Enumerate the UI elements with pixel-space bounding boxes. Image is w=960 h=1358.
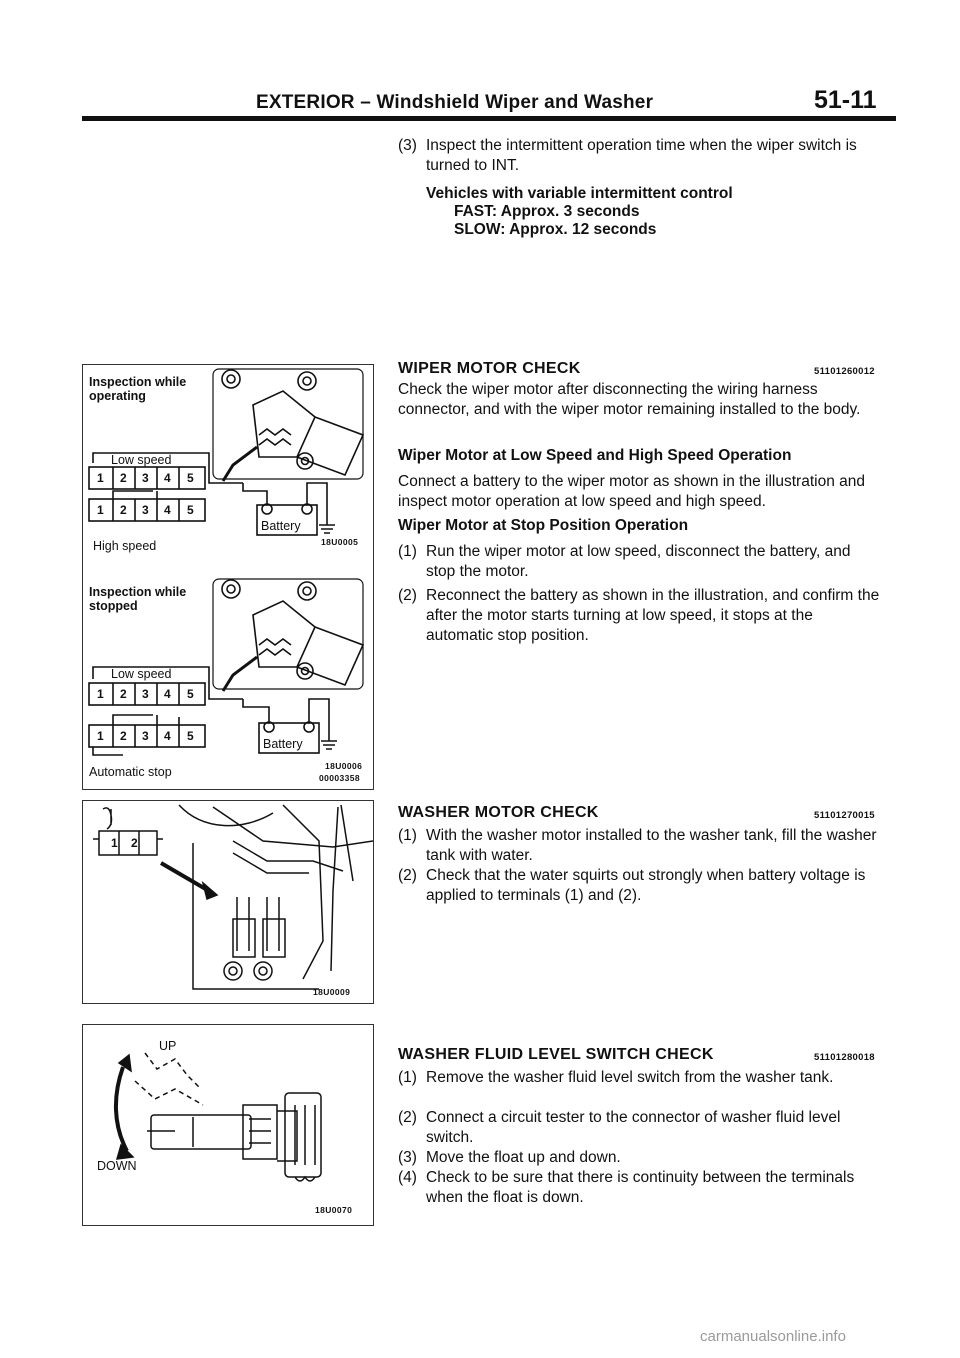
terminal-4: 4 — [164, 471, 171, 485]
step-number: (3) — [398, 1149, 417, 1166]
terminal-4: 4 — [164, 687, 171, 701]
fig1-top-title: Inspection while operating — [89, 375, 187, 403]
fluid-step-4 — [398, 1168, 884, 1208]
step-text: Run the wiper motor at low speed, disconnect the battery, and stop the motor. — [426, 543, 851, 580]
wiper-sub1-heading: Wiper Motor at Low Speed and High Speed Operation — [398, 447, 792, 464]
intro-item-3 — [398, 136, 884, 176]
step-number: (1) — [398, 543, 417, 560]
terminal-4: 4 — [164, 729, 171, 743]
terminal-1: 1 — [97, 471, 104, 485]
fig1-top-code: 18U0005 — [321, 537, 359, 547]
step-text: Check to be sure that there is continuity between the terminals when the float is down. — [426, 1169, 855, 1206]
item-text: Inspect the intermittent operation time when the wiper switch is turned to INT. — [426, 137, 857, 174]
washer-terminal-2: 2 — [131, 836, 138, 850]
step-number: (4) — [398, 1169, 417, 1186]
fig2-code: 18U0009 — [313, 987, 351, 997]
wiper-motor-intro: Check the wiper motor after disconnecting the wiring harness connector, and with the wiper motor remaining installed to the body. — [398, 381, 861, 418]
step-number: (2) — [398, 1109, 417, 1126]
fig3-up-label: UP — [159, 1039, 177, 1053]
step-text: Remove the washer fluid level switch from the washer tank. — [426, 1069, 834, 1086]
fig1-bottom-code2: 00003358 — [319, 773, 361, 783]
fig1-bottom-battery: Battery — [263, 737, 303, 751]
fig1-bottom-code: 18U0006 — [325, 761, 363, 771]
fig1-top-low: Low speed — [111, 453, 172, 467]
washer-terminal-1: 1 — [111, 836, 118, 850]
terminal-1: 1 — [97, 503, 104, 517]
terminal-2: 2 — [120, 503, 127, 517]
terminal-3: 3 — [142, 729, 149, 743]
washer-fluid-code: 51101280018 — [814, 1052, 875, 1063]
terminal-5: 5 — [187, 503, 194, 517]
terminal-2: 2 — [120, 729, 127, 743]
terminal-2: 2 — [120, 687, 127, 701]
wiper-step-1 — [398, 542, 884, 582]
watermark: carmanualsonline.info — [700, 1328, 846, 1345]
fig1-bottom-title: Inspection while stopped — [89, 585, 187, 613]
terminal-1: 1 — [97, 729, 104, 743]
wiper-sub1-text: Connect a battery to the wiper motor as shown in the illustration and inspect motor operation at low speed and high speed. — [398, 473, 865, 510]
fig1-top-high: High speed — [93, 539, 157, 553]
fast-line: FAST: Approx. 3 seconds — [454, 203, 640, 220]
terminal-4: 4 — [164, 503, 171, 517]
step-number: (1) — [398, 827, 417, 844]
washer-fluid-heading: WASHER FLUID LEVEL SWITCH CHECK — [398, 1046, 714, 1063]
page-number: 51-11 — [814, 86, 877, 114]
fig1-bottom-low: Low speed — [111, 667, 172, 681]
wiper-motor-figure — [82, 364, 374, 790]
fig1-top-battery: Battery — [261, 519, 301, 533]
terminal-1: 1 — [97, 687, 104, 701]
step-text: Check that the water squirts out strongly when battery voltage is applied to terminals (1) and (2). — [426, 867, 866, 904]
step-number: (1) — [398, 1069, 417, 1086]
washer-step-1 — [398, 826, 884, 866]
washer-motor-code: 51101270015 — [814, 810, 875, 821]
step-text: With the washer motor installed to the washer tank, fill the washer tank with water. — [426, 827, 877, 864]
washer-step-2 — [398, 866, 884, 906]
wiper-motor-code: 51101260012 — [814, 366, 875, 377]
fluid-step-1 — [398, 1068, 884, 1088]
fluid-step-2 — [398, 1108, 884, 1148]
terminal-3: 3 — [142, 687, 149, 701]
header-rule — [82, 116, 896, 121]
fluid-switch-drawing — [83, 1025, 373, 1225]
terminal-2: 2 — [120, 471, 127, 485]
vehicles-line: Vehicles with variable intermittent control — [426, 185, 733, 202]
step-text: Connect a circuit tester to the connector of washer fluid level switch. — [426, 1109, 841, 1146]
wiper-motor-drawing — [83, 365, 373, 789]
wiper-sub2-heading: Wiper Motor at Stop Position Operation — [398, 517, 689, 534]
terminal-3: 3 — [142, 503, 149, 517]
terminal-3: 3 — [142, 471, 149, 485]
wiper-step-2 — [398, 586, 884, 646]
washer-motor-drawing — [83, 801, 373, 1003]
step-number: (2) — [398, 587, 417, 604]
wiper-motor-heading: WIPER MOTOR CHECK — [398, 360, 581, 377]
page-title: EXTERIOR – Windshield Wiper and Washer — [256, 92, 654, 113]
step-number: (2) — [398, 867, 417, 884]
item-number: (3) — [398, 137, 417, 154]
slow-line: SLOW: Approx. 12 seconds — [454, 221, 657, 238]
washer-motor-figure — [82, 800, 374, 1004]
step-text: Reconnect the battery as shown in the illustration, and confirm the after the motor starts turning at low speed, it stops at the automatic stop position. — [426, 587, 880, 644]
fig3-code: 18U0070 — [315, 1205, 353, 1215]
fig1-bottom-auto: Automatic stop — [89, 765, 172, 779]
fig3-down-label: DOWN — [97, 1159, 137, 1173]
fluid-switch-figure — [82, 1024, 374, 1226]
washer-motor-heading: WASHER MOTOR CHECK — [398, 804, 599, 821]
terminal-5: 5 — [187, 471, 194, 485]
fluid-step-3 — [398, 1148, 884, 1168]
step-text: Move the float up and down. — [426, 1149, 621, 1166]
terminal-5: 5 — [187, 687, 194, 701]
terminal-5: 5 — [187, 729, 194, 743]
